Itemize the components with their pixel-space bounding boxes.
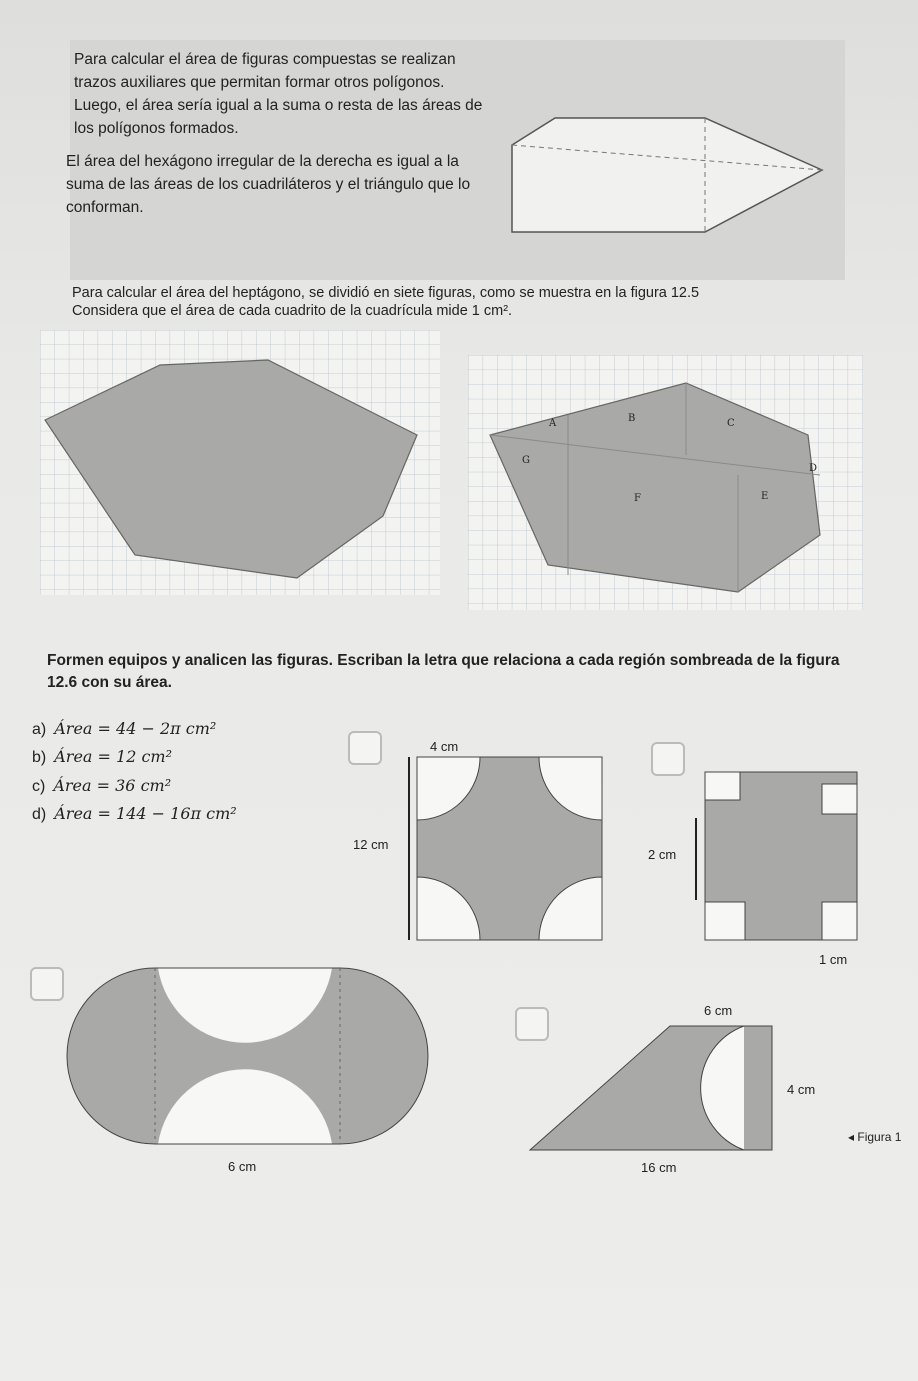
heptagon-grid-left <box>40 330 440 595</box>
trapezoid-right-label: 4 cm <box>787 1082 816 1097</box>
option-d <box>32 804 237 824</box>
answer-box-square-arcs[interactable] <box>348 731 382 765</box>
square-cut-bottom-label: 1 cm <box>819 952 848 967</box>
option-b-text: Área = 12 cm² <box>54 747 173 766</box>
figure-trapezoid <box>520 1022 790 1152</box>
option-a-text: Área = 44 − 2π cm² <box>54 719 217 738</box>
figure-caption: ◂ Figura 1 <box>848 1130 902 1144</box>
intro-paragraph-2: El área del hexágono irregular de la derecha es igual a la suma de las áreas de los cuadriláteros y el triángulo que lo conforman. <box>66 153 471 216</box>
hexagon-diagram <box>0 0 918 300</box>
answer-box-square-cut[interactable] <box>651 742 685 776</box>
heptagon-text-2: Considera que el área de cada cuadrito de la cuadrícula mide 1 cm². <box>72 303 513 319</box>
region-label-a: A <box>549 418 557 429</box>
option-c-text: Área = 36 cm² <box>53 776 172 795</box>
region-label-e: E <box>761 491 769 502</box>
square-arcs-top-label: 4 cm <box>430 739 459 754</box>
option-b <box>32 747 172 767</box>
figure-square-arcs <box>405 755 605 940</box>
trapezoid-top-label: 6 cm <box>704 1003 733 1018</box>
option-c <box>32 776 171 796</box>
region-label-c: C <box>727 418 735 429</box>
option-d-text: Área = 144 − 16π cm² <box>54 804 237 823</box>
region-label-f: F <box>634 493 641 504</box>
option-c-letter: c) <box>32 778 46 795</box>
answer-box-double-arc[interactable] <box>30 967 64 1001</box>
region-label-d: D <box>809 463 818 474</box>
option-a <box>32 719 216 739</box>
double-arc-bottom-label: 6 cm <box>228 1159 257 1174</box>
option-b-letter: b) <box>32 749 47 766</box>
region-label-b: B <box>628 413 636 424</box>
figure-caption-text: Figura 1 <box>857 1130 902 1144</box>
figure-square-cut <box>690 770 860 945</box>
option-d-letter: d) <box>32 806 47 823</box>
heptagon-text-1: Para calcular el área del heptágono, se dividió en siete figuras, como se muestra en la figura 12.5 <box>72 285 700 301</box>
square-arcs-side-label: 12 cm <box>353 837 389 852</box>
trapezoid-bottom-label: 16 cm <box>641 1160 677 1175</box>
figure-double-arc <box>70 962 430 1147</box>
intro-paragraph-1: Para calcular el área de figuras compuestas se realizan trazos auxiliares que permitan formar otros polígonos. Luego, el área sería igual a la suma o resta de las áreas de los polígonos formados. <box>74 51 483 137</box>
task-instructions: Formen equipos y analicen las figuras. Escriban la letra que relaciona a cada región sombreada de la figura 12.6 con su área. <box>47 652 840 691</box>
square-cut-side-label: 2 cm <box>648 847 677 862</box>
heptagon-grid-right <box>468 355 863 610</box>
option-a-letter: a) <box>32 721 47 738</box>
region-label-g: G <box>522 455 530 466</box>
